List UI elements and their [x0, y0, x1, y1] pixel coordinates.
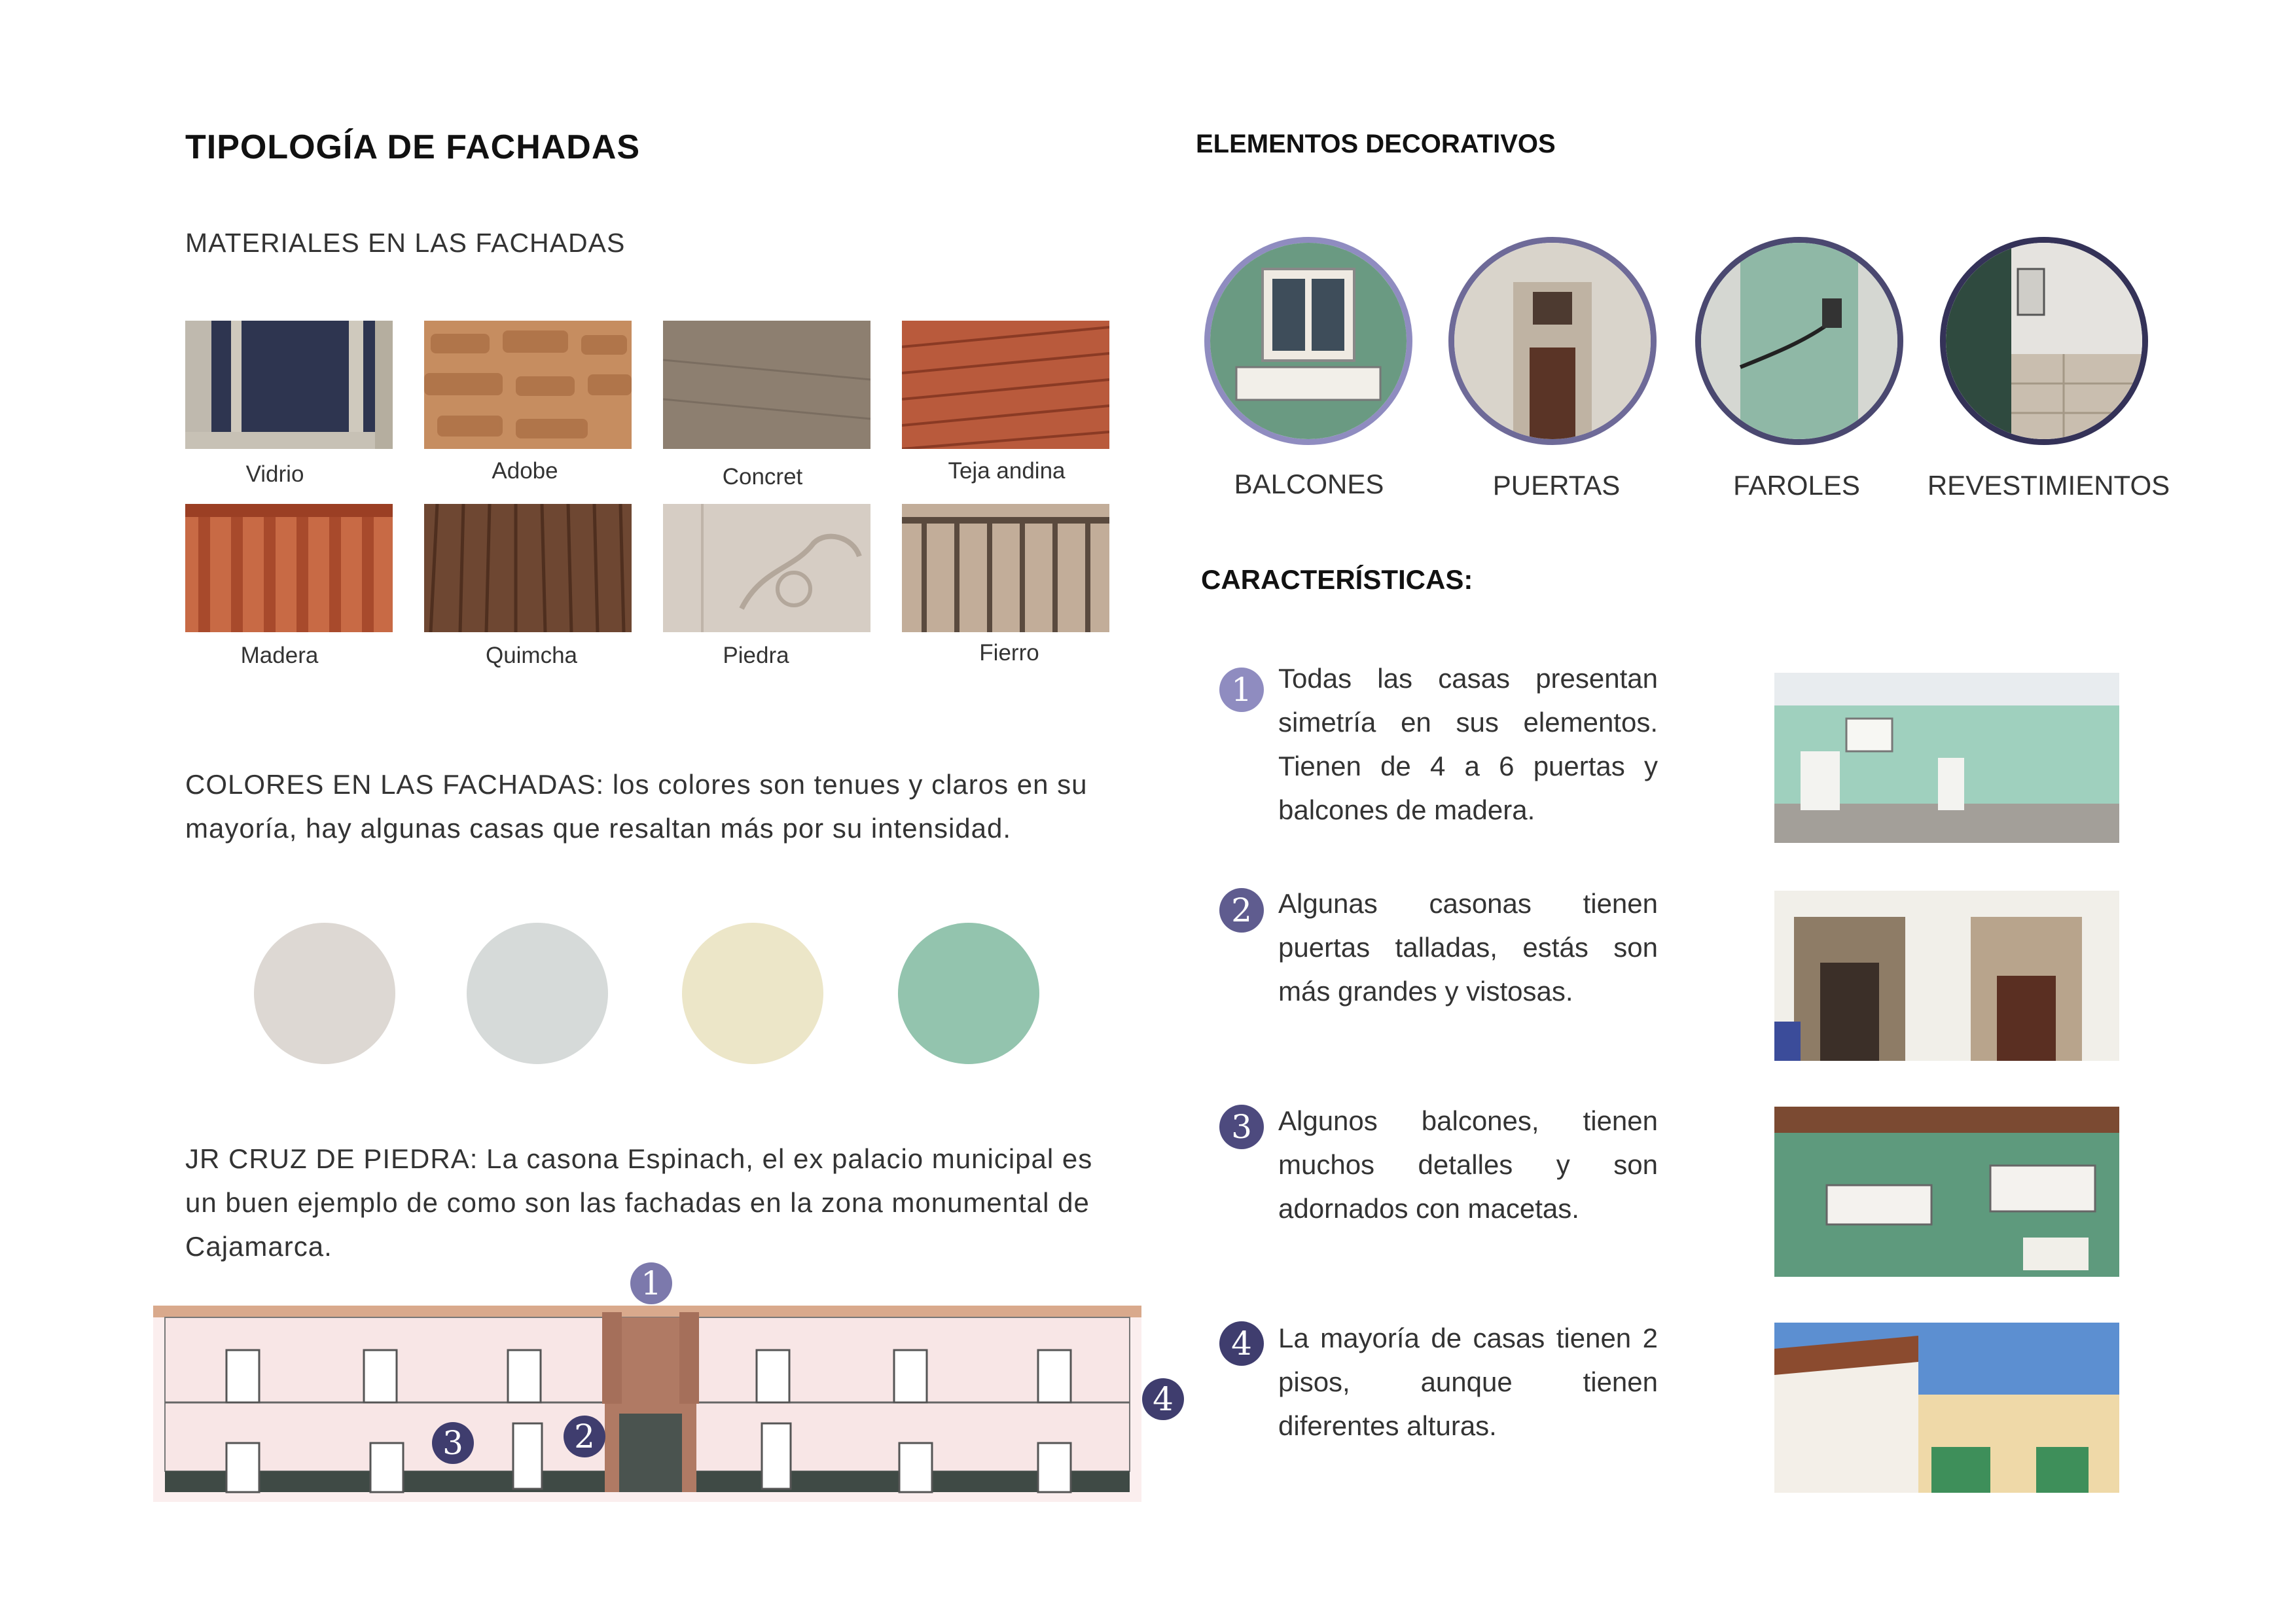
char-photo-1 [1774, 673, 2119, 843]
color-swatch [898, 923, 1039, 1064]
color-swatch [254, 923, 395, 1064]
facade-marker-2: 2 [564, 1416, 605, 1457]
material-concreto-image [663, 321, 870, 449]
material-madera-image [185, 504, 393, 632]
char-text-2: Algunas casonas tienen puertas talladas, estás son más grandes y vistosas. [1278, 888, 1658, 1007]
char-number-4: 4 [1219, 1321, 1264, 1366]
page-title: TIPOLOGÍA DE FACHADAS [185, 128, 641, 166]
material-teja-image [902, 321, 1109, 449]
char-photo-4 [1774, 1323, 2119, 1493]
deco-label-faroles: FAROLES [1733, 470, 1860, 501]
material-piedra-image [663, 504, 870, 632]
material-quimcha-image [424, 504, 632, 632]
material-fierro-image [902, 504, 1109, 632]
char-number-3: 3 [1219, 1105, 1264, 1149]
deco-label-balcones: BALCONES [1234, 469, 1384, 499]
facade-marker-4: 4 [1142, 1378, 1184, 1420]
color-swatch [467, 923, 608, 1064]
material-label: Quimcha [485, 643, 578, 668]
char-text-3: Algunos balcones, tienen muchos detalles y son adornados con macetas. [1278, 1105, 1658, 1224]
char-text-1: Todas las casas presentan simetría en sus elementos. Tienen de 4 a 6 puertas y balcones de madera. [1278, 663, 1658, 825]
facade-drawing [153, 1306, 1141, 1502]
char-number-1: 1 [1219, 668, 1264, 712]
balcones-image [1204, 237, 1412, 445]
material-vidrio-image [185, 321, 393, 449]
char-number-2: 2 [1219, 888, 1264, 933]
material-label: Madera [240, 643, 319, 668]
colors-text: COLORES EN LAS FACHADAS: los colores son tenues y claros en su mayoría, hay algunas casas que resaltan más por su intensidad. [185, 769, 1088, 844]
material-label: Concret [722, 464, 803, 490]
material-label: Piedra [723, 643, 789, 668]
decorative-heading: ELEMENTOS DECORATIVOS [1196, 130, 1556, 158]
puertas-image [1448, 237, 1657, 445]
example-text: JR CRUZ DE PIEDRA: La casona Espinach, el ex palacio municipal es un buen ejemplo de como son las fachadas en la zona monumental de Cajamarca. [185, 1143, 1093, 1262]
faroles-image [1695, 237, 1903, 445]
deco-label-revestimientos: REVESTIMIENTOS [1927, 470, 2170, 501]
color-swatch [682, 923, 823, 1064]
char-photo-2 [1774, 891, 2119, 1061]
facade-marker-1: 1 [630, 1262, 672, 1304]
material-label: Adobe [492, 458, 558, 484]
material-label: Fierro [979, 640, 1039, 666]
material-adobe-image [424, 321, 632, 449]
characteristics-heading: CARACTERÍSTICAS: [1201, 564, 1473, 595]
materials-heading: MATERIALES EN LAS FACHADAS [185, 228, 626, 258]
char-text-4: La mayoría de casas tienen 2 pisos, aunque tienen diferentes alturas. [1278, 1323, 1658, 1441]
deco-label-puertas: PUERTAS [1492, 470, 1621, 501]
facade-marker-3: 3 [432, 1422, 474, 1464]
material-label: Vidrio [245, 461, 304, 487]
material-label: Teja andina [948, 458, 1066, 484]
char-photo-3 [1774, 1107, 2119, 1277]
revestimientos-image [1940, 237, 2148, 445]
